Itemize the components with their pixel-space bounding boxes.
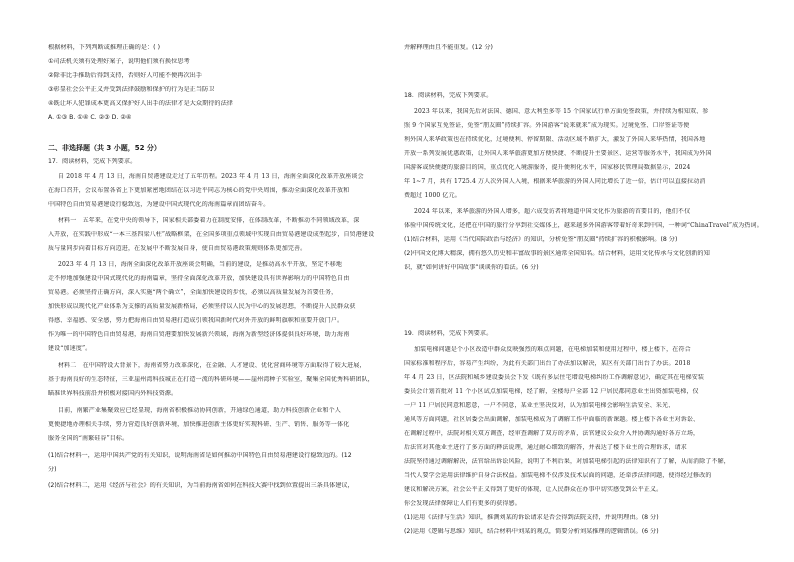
q18-subquestion-2: (2)中国文化博大精深，拥有悠久历史和丰富故事的景区通常全国知名。结合材料，运用文化传承与文化创新的知 — [404, 250, 710, 257]
option-4: ④既让坏人犯罪成本更高又保护好人出手的法律才是大众期待的法律 — [48, 100, 233, 107]
q17-continuation: 并解释理由且不能重复。(12 分) — [404, 44, 493, 51]
answer-choices: A. ①③ B. ①④ C. ②③ D. ②④ — [48, 114, 132, 121]
q19-material-line: 一户 11 户居民同意和愿意，一户不同意，某业主坚决反对，认为加装电梯会影响生活安全、采光、 — [404, 402, 675, 409]
q17-material-line: 材料一 五年来，在党中央的领导下，国家相关部委着力在制度安排，在体制改革，不断推动不同领域改革，深 — [58, 217, 360, 224]
q18-material-line: 照 9 个国家互免签证，免签“朋友圈”持续扩容。外国游客“说来就来”成为现实。过境免签、口岸签证等便 — [404, 122, 690, 129]
option-3: ③彰显社会公平正义并受到法律鼓励和保护的行为是正当防卫 — [48, 86, 215, 93]
q17-material-line: 材料二 在中国特设大背景下，海南省努力改革深化，在金融、人才建设、优化营商环境等方面取得了较大进展， — [58, 362, 366, 369]
q19-subquestion-2: (2)运用《逻辑与思维》知识，结合材料中刘某的观点，简要分析刘某推理的逻辑错误。(6 分) — [404, 528, 659, 535]
q17-subquestion-2: (2)结合材料二，运用《经济与社会》的有关知识，为当前海南省如何在科技大赛中找到位置提出三条具体建议， — [48, 482, 354, 489]
q19-material-line: 你会发现法律保障让人们有更多的获得感。 — [404, 500, 521, 507]
q19-subquestion-1: (1)运用《法律与生活》知识，推测刘某的诉讼请求是否会得到法院支持，并说明理由。(8 分) — [404, 514, 659, 521]
q17-material-line: 更便捷地办理相关手续，努力营造良好创新环境，加快推进创新主体更好实现科研、生产、销售、服务等一体化 — [48, 421, 350, 428]
q17-material-line: 作为唯一的中国特色自由贸易港，海南自贸港要加快发展新兴领域，海南为新型经济体提供良好环境，助力海南 — [48, 331, 350, 338]
q18-material-line: 年 1~7 月，共有 1725.4 万人次外国人入境，根据来华旅游的外国人同比增长了近一倍，估计可以直接拉动消 — [404, 178, 706, 185]
q18-material-line: 费超过 1000 亿元。 — [404, 192, 461, 199]
q17-material-line: 建设“加速度”。 — [48, 345, 92, 352]
q17-material-line: 在海口召开，会议布置各省上下更加紧密地团结在以习近平同志为核心的党中央周围，推动全面深化改革开放和 — [48, 187, 350, 194]
q18-material-line: 国游客或快便捷的旅游目的国，重点优化入境游服务，提升便利化水平，国家移民管理局数据显示，2024 — [404, 164, 691, 171]
q17-material-line: 2023 年 4 月 13 日，海南全面深化改革开放座谈会明确，当前的建设，是推动高水平开放，坚定不移地 — [58, 261, 343, 268]
q19-material-line: 通风等方面问题，社区居委会出面调解，加装电梯成为了调解工作中面临的新课题。楼上楼下各业主对诉讼、 — [404, 416, 700, 423]
q17-material-line: 瞄准世界科技前沿并积极对接国内外科技资源。 — [48, 390, 178, 397]
q19-material-line: 当代人要学会运用法律维护自身合法权益。加装电梯不仅涉及技术层面的问题，还牵涉法律问题，使得经过修改的 — [404, 472, 712, 479]
q18-subquestion-1: (1)结合材料，运用《当代国际政治与经济》的知识，分析免签“朋友圈”持续扩容的积极影响。(8 分) — [404, 236, 678, 243]
q17-material-line: 贸易港。必须坚持正确方向，深入实施“两个确立”，全面加快建设的步伐，必须以高质量发展为首要任务， — [48, 289, 338, 296]
q17-material-line: 目前，南繁产业集聚效应已经显现，海南省积极推动协同创新，开通绿色通道，助力科技创新企业和个人 — [58, 407, 341, 414]
q18-subquestion-2-cont: 识，就“如何讲好中国故事”谈谈你的看法。(6 分) — [404, 264, 539, 271]
q17-material-line: 加快形成以现代化产业体系为支撑的高质量发展新格局，必须坚持以人民为中心的发展思想，不断提升人民群众获 — [48, 303, 356, 310]
q17-material-line: 服务全国的“南繁硅谷”目标。 — [48, 435, 129, 442]
q17-material-line: 中国特色自由贸易港建设行稳致远，为建设中国式现代化的海南篇章而团结奋斗。 — [48, 201, 270, 208]
q18-material-line: 利外国人来华政策也在持续优化，过境便利、停留期限、活动区域不断扩大，激发了外国人来华热情，我国各地 — [404, 136, 706, 143]
option-2: ②除非比手推助后得到支持，否则好人可能不便再次出手 — [48, 72, 203, 79]
section-heading: 二、非选择题（共 3 小题，52 分） — [48, 144, 161, 152]
q19-title: 19．阅读材料，完成下列要求。 — [404, 330, 493, 337]
q17-material-line: 得感、幸福感、安全感，努力把海南自由贸易港打造成引领我国新时代对外开放的鲜明旗帜和重要开放门户。 — [48, 317, 344, 324]
q18-material-line: 2023 年以来，我国先后对法国、德国、意大利至多等 15 个国家试行单方面免签政策，并持续为相知双、参 — [414, 108, 709, 115]
q19-material-line: 年 4 月 23 日，区法院和城乡建设委员会下发《既有多层住宅增设电梯纠纷工作调解意见》，确定其在电梯安装 — [404, 374, 705, 381]
q19-material-line: 国家标准和程序后，容易产生纠纷，为此有关部门出台了办法加以解决，某区有关部门出台了办法。2018 — [404, 360, 691, 367]
q19-material-line: 委员会计划首批对 11 个小区试点加装电梯，经了解，全楼每户全部 12 户居民都同意业主出资加装电梯，仅 — [404, 388, 699, 395]
q17-material-line: 自 2018 年 4 月 13 日，海南自贸港建设走过了五年历程。2023 年 4 月 13 日，海南全面深化改革开放座谈会 — [58, 173, 364, 180]
q19-material-line: 法院坚持通过调解解决，法官给出诉讼风险，说明了不利后果，对加装电梯引起的法律知识有了了解，从而消除了不解， — [404, 458, 730, 465]
q18-material-line: 体验中国传统文化，还把在中国的旅行分享到社交媒体上，越来越多外国游客带着好奇来到中国，一种词“ChinaTravel”成为热词。 — [404, 222, 763, 229]
q19-material-line: 在调解过程中，法院对相关双方调查，经审查调解了双方的矛盾，法官建议公众介入并协调沟通好各方立场， — [404, 430, 700, 437]
question-stem: 根据材料，下列判断或推理正确的是：( ) — [48, 44, 160, 51]
q17-subquestion-1-cont: 分) — [48, 466, 57, 473]
q18-material-line: 2024 年以来，来华旅游的外国人增多，超六成受访者将地道中国文化作为旅游的首要目的，他们不仅 — [414, 208, 691, 215]
q17-material-line: 基于海南良好的生态特征，三亚崖州湾科技城正在打造一流的科研环境——崖州湾种子实验室，聚集全国优秀科研团队， — [48, 376, 374, 383]
q18-material-line: 开放一系列发展优惠政策，让外国人来华旅游更加方便快捷、不断提升主要景区、运营等服务水平，我国成为外国 — [404, 150, 712, 157]
option-1: ①司法机关须有处理好案子，说明他们须有换位思考 — [48, 58, 190, 65]
q18-title: 18．阅读材料，完成下列要求。 — [404, 92, 493, 99]
q17-subquestion-1: (1)结合材料一，运用中国共产党的有关知识，说明海南省是如何推动中国特色自由贸易港建设行稳致远的。(12 — [48, 452, 352, 459]
q17-material-line: 质与量同步向着目标方向迈进，在发展中不断发展自身，使自由贸易港政策规则体系更加完善。 — [48, 245, 307, 252]
q19-material-line: 后法官对其他业主进行了多方面的释法说理，通过耐心细致的解答，并表达了楼下业主的合理诉求，请求 — [404, 444, 687, 451]
q19-material-line: 加装电梯问题是个小区改造中群众反映强烈的难点问题，在电梯加装和使用过程中，楼上楼下，在符合 — [414, 346, 691, 353]
q17-material-line: 入开放，在实践中形成“一本三基四梁八柱”战略框架，在全国多项重点领域中实现自由贸易港建设成型起步，自贸港建设 — [48, 231, 375, 238]
q19-material-line: 建议和解决方案，社会公平正义得到了更好的体现，让人民群众在办事中切实感受到公平正义。 — [404, 486, 663, 493]
q17-material-line: 走不停地加强建设中国式现代化的海南篇章，坚持全面深化改革开放，加快建设具有世界影响力的中国特色自由 — [48, 275, 350, 282]
q17-title: 17．阅读材料，完成下列要求。 — [48, 158, 137, 165]
